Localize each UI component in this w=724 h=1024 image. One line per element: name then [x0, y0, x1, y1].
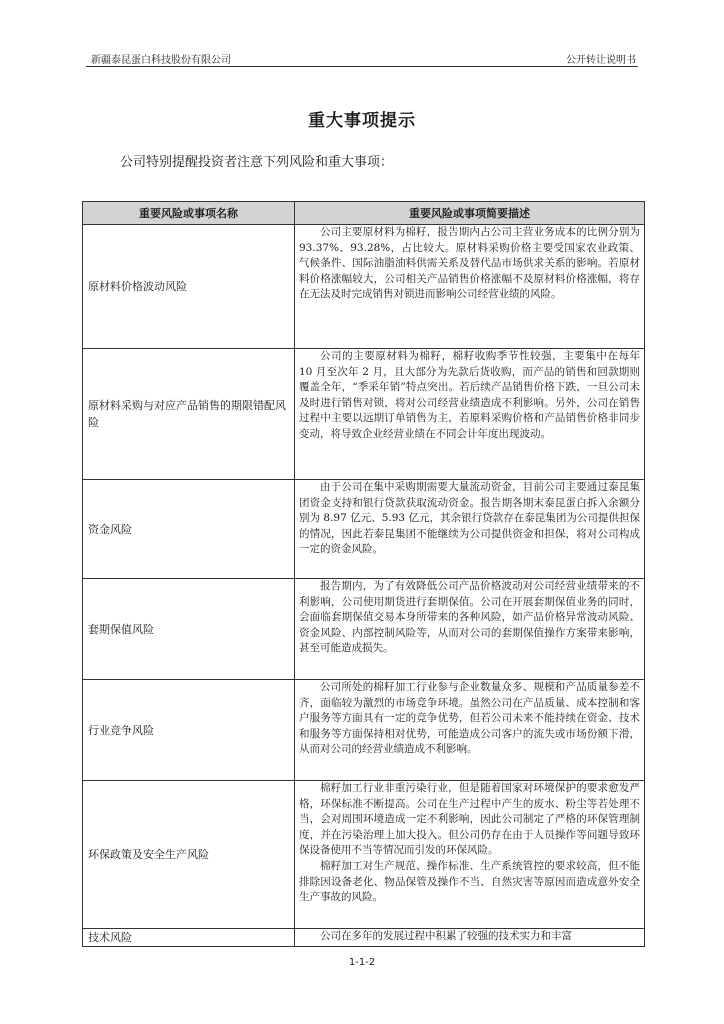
risk-name: 套期保值风险 [83, 579, 295, 680]
column-header-name: 重要风险或事项名称 [83, 202, 295, 225]
description-paragraph: 公司主要原材料为棉籽，报告期内占公司主营业务成本的比例分别为 93.37%、93.28%，占比较大。原材料采购价格主要受国家农业政策、气候条件、国际油脂油料供需关系及替代品市场供求关系的影响。若原材料价格涨幅较大，公司相关产品销售价格涨幅不及原材料价格涨幅，将存在无法及时完成销售对锁进而影响公司经营业绩的风险。 [299, 226, 640, 301]
description-paragraph: 由于公司在集中采购期需要大量流动资金，目前公司主要通过泰昆集团资金支持和银行贷款获取流动资金。报告期各期末泰昆蛋白拆入余额分别为 8.97 亿元、5.93 亿元，其余银行贷款存在泰昆集团为公司提供担保的情况，因此若泰昆集团不能继续为公司提供资金和担保，将对公司构成一定的资金风险。 [299, 481, 640, 556]
description-paragraph: 公司的主要原材料为棉籽，棉籽收购季节性较强，主要集中在每年 10 月至次年 2 月，且大部分为先款后货收购，而产品的销售和回款期则覆盖全年，“季采年销”特点突出。若后续产品销售价格下跌，一旦公司未及时进行销售对锁，将对公司经营业绩造成不利影响。另外，公司在销售过程中主要以远期订单销售为主，若原料采购价格和产品销售价格非同步变动，将导致企业经营业绩在不同会计年度出现波动。 [299, 350, 640, 440]
risk-description [295, 781, 645, 929]
risk-description [295, 929, 645, 947]
risk-name: 原材料采购与对应产品销售的期限错配风险 [83, 349, 295, 480]
table-row [83, 579, 645, 680]
description-paragraph: 棉籽加工行业非重污染行业，但是随着国家对环境保护的要求愈发严格，环保标准不断提高。公司在生产过程中产生的废水、粉尘等若处理不当，会对周围环境造成一定不利影响，因此公司制定了严格的环保管理制度，并在污染治理上加大投入。但公司仍存在由于人员操作等问题导致环保设备使用不当等情况而引发的环保风险。 [299, 782, 640, 857]
risk-description [295, 349, 645, 480]
table-row [83, 225, 645, 349]
risk-description [295, 225, 645, 349]
table-row [83, 480, 645, 579]
description-paragraph: 棉籽加工对生产规范、操作标准、生产系统管控的要求较高，但不能排除因设备老化、物品保管及操作不当、自然灾害等原因而造成意外安全生产事故的风险。 [299, 859, 640, 904]
header-doc-type: 公开转让说明书 [566, 55, 636, 66]
table-row [83, 781, 645, 929]
description-paragraph: 公司在多年的发展过程中积累了较强的技术实力和丰富 [320, 930, 572, 942]
description-paragraph: 报告期内，为了有效降低公司产品价格波动对公司经营业绩带来的不利影响，公司使用期货进行套期保值。公司在开展套期保值业务的同时，会面临套期保值交易本身所带来的各种风险，如产品价格异常波动风险、资金风险、内部控制风险等，从而对公司的套期保值操作方案带来影响，甚至可能造成损失。 [299, 580, 640, 655]
header-divider [86, 66, 638, 67]
description-paragraph: 公司所处的棉籽加工行业参与企业数量众多、规模和产品质量参差不齐，面临较为激烈的市场竞争环境。虽然公司在产品质量、成本控制和客户服务等方面具有一定的竞争优势，但若公司未来不能持续在资金、技术和服务等方面保持相对优势，可能造成公司客户的流失或市场份额下滑，从而对公司的经营业绩造成不利影响。 [299, 681, 640, 756]
table-row [83, 680, 645, 781]
risk-name: 行业竞争风险 [83, 680, 295, 781]
risk-description [295, 579, 645, 680]
risk-description [295, 680, 645, 781]
page-number: 1-1-2 [348, 957, 376, 968]
page-title: 重大事项提示 [308, 111, 416, 131]
table-row [83, 349, 645, 480]
risk-name: 技术风险 [83, 929, 295, 947]
intro-text: 公司特别提醒投资者注意下列风险和重大事项： [120, 155, 394, 170]
table-row [83, 929, 645, 947]
risk-description [295, 480, 645, 579]
table-header-row [83, 202, 645, 225]
risk-name: 原材料价格波动风险 [83, 225, 295, 349]
risk-name: 环保政策及安全生产风险 [83, 781, 295, 929]
risk-name: 资金风险 [83, 480, 295, 579]
risk-table [82, 201, 645, 947]
column-header-description: 重要风险或事项简要描述 [295, 202, 645, 225]
header-company: 新疆泰昆蛋白科技股份有限公司 [91, 55, 231, 66]
